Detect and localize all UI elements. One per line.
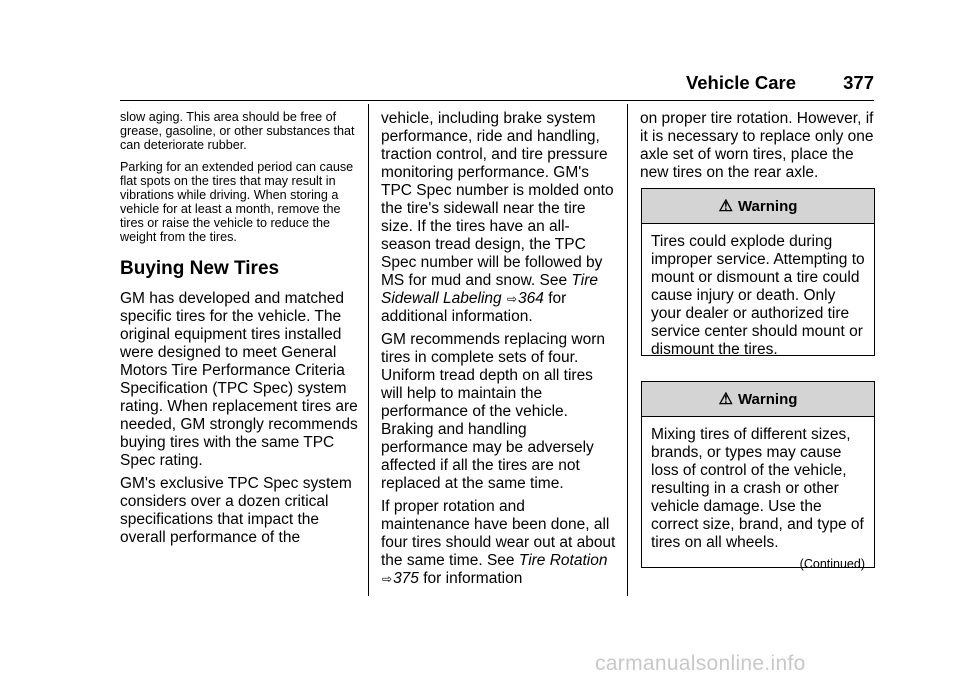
page-reference-icon: ⇨ [382,572,393,586]
warning-box [641,381,875,571]
section-heading: Buying New Tires [120,258,280,279]
warning-body: Tires could explode during improper service. Attempting to mount or dismount a tire could cause injury or death. Only your dealer or authorized tire service center should mount or dismount the tires. [651,233,865,358]
section-title: Vehicle Care [685,72,796,93]
watermark: carmanualsonline.info [595,652,806,675]
paragraph: GM has developed and matched specific tires for the vehicle. The original equipment tires installed were designed to meet General Motors Tire Performance Criteria Specification (TPC Spec) system rating. When replacement tires are needed, GM strongly recommends buying tires with the same TPC Spec rating. [120,290,358,469]
paragraph: Parking for an extended period can cause flat spots on the tires that may result in vibrations while driving. When storing a vehicle for at least a month, remove the tires or raise the vehicle to reduce the weight from the tires. [120,160,354,244]
paragraph-text: If proper rotation and maintenance have been done, all four tires should wear out at about the same time. See [381,498,616,569]
warning-text: Mixing tires of different sizes, brands, or types may cause loss of control of the vehicle, resulting in a crash or other vehicle damage. Use the correct size, brand, and type of tires on all wheels. [651,426,864,551]
paragraph: slow aging. This area should be free of grease, gasoline, or other substances that can deteriorate rubber. [120,110,355,152]
paragraph-text: vehicle, including brake system performance, ride and handling, traction control, and tire pressure monitoring performance. GM's TPC Spec number is molded onto the tire's sidewall near the tire size. If the tires have an all-season tread design, the TPC Spec number will be followed by MS for mud and snow. See [381,110,614,289]
continued-label: (Continued) [799,557,865,571]
column-1 [120,110,360,552]
warning-icon: ⚠ [718,391,733,408]
warning-box [641,188,875,356]
cross-reference-link[interactable]: Tire Sidewall Labeling [381,272,598,307]
cross-reference-page[interactable]: 375 [393,570,419,587]
paragraph [381,498,617,588]
column-2 [381,110,617,593]
cross-reference-page[interactable]: 364 [518,290,544,307]
paragraph: GM recommends replacing worn tires in complete sets of four. Uniform tread depth on all tires will help to maintain the performance of the vehicle. Braking and handling performance may be adversely affected if all the tires are not replaced at the same time. [381,331,605,492]
warning-header [642,382,874,417]
page-header [0,70,874,94]
paragraph: on proper tire rotation. However, if it is necessary to replace only one axle set of worn tires, place the new tires on the rear axle. [640,110,874,181]
paragraph-text: for additional information. [381,290,567,325]
warning-body [642,417,874,573]
column-3 [640,110,876,187]
warning-icon: ⚠ [718,198,733,215]
column-divider [627,104,628,596]
paragraph: GM's exclusive TPC Spec system considers over a dozen critical specifications that impact the overall performance of the [120,475,352,546]
column-divider [368,104,369,596]
paragraph-text: for information [423,570,523,587]
header-rule [120,100,874,101]
page-reference-icon: ⇨ [506,292,518,306]
warning-header [642,189,874,224]
paragraph [381,110,617,326]
warning-title: Warning [737,197,798,215]
page-number: 377 [843,72,874,93]
cross-reference-link[interactable]: Tire Rotation [518,552,608,569]
warning-title: Warning [737,390,798,408]
